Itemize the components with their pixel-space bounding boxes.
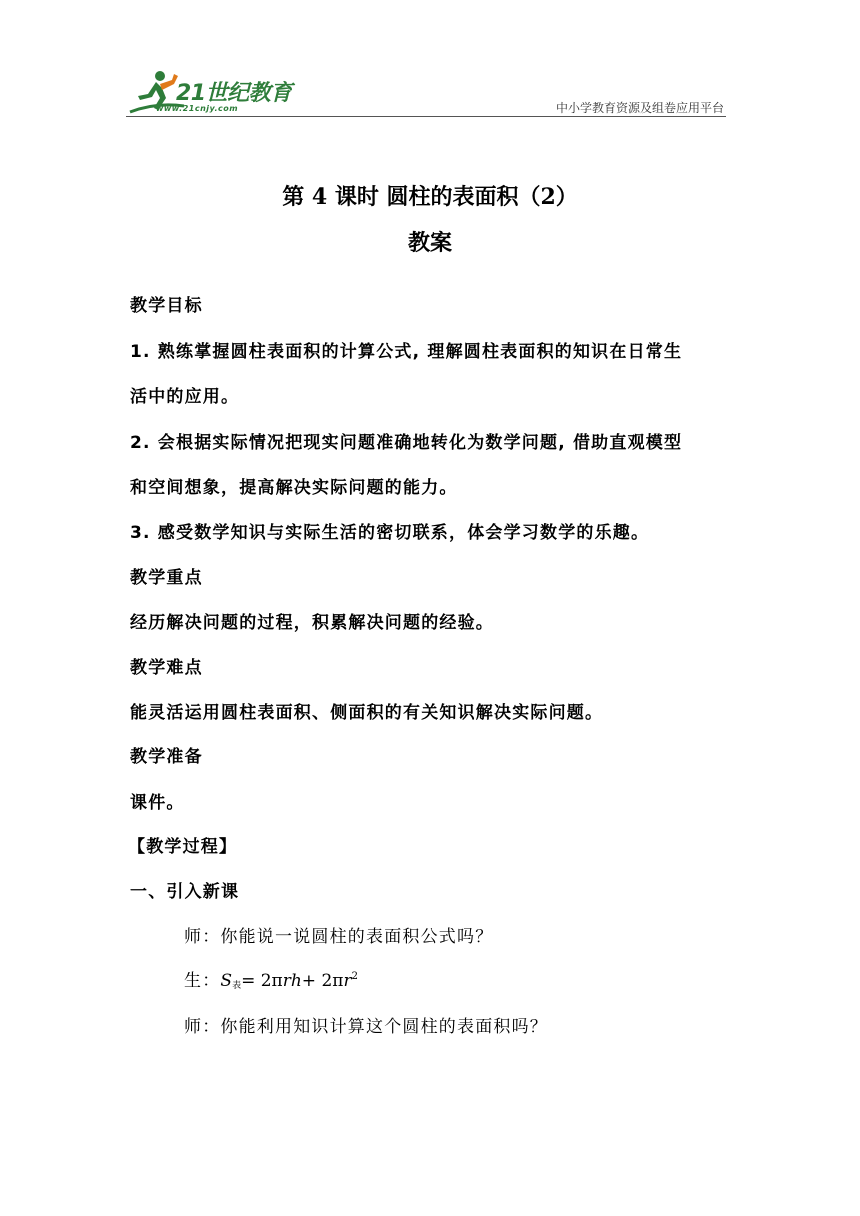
goals-heading: 教学目标 [130, 296, 203, 316]
key-heading: 教学重点 [130, 568, 203, 588]
goal-1-line-1: 1. 熟练掌握圆柱表面积的计算公式, 理解圆柱表面积的知识在日常生 [130, 342, 683, 362]
formula-s: S [220, 971, 233, 991]
formula-subscript: 表 [232, 981, 242, 991]
difficult-heading: 教学难点 [130, 658, 203, 678]
goal-3: 3. 感受数学知识与实际生活的密切联系，体会学习数学的乐趣。 [130, 523, 650, 543]
formula-plus: + 2π [301, 971, 344, 991]
goal-2-line-2: 和空间想象，提高解决实际问题的能力。 [130, 478, 458, 498]
prep-text: 课件。 [130, 793, 185, 813]
formula-rh: rh [282, 971, 302, 991]
header-divider [126, 116, 726, 117]
goal-1-line-2: 活中的应用。 [130, 387, 240, 407]
section-1-heading: 一、引入新课 [130, 882, 240, 902]
teacher-question-1: 师：你能说一说圆柱的表面积公式吗？ [184, 927, 494, 947]
logo-text: 21世纪教育 [176, 81, 292, 106]
page-header [126, 66, 726, 118]
process-heading: 【教学过程】 [128, 837, 238, 857]
student-label: 生： [184, 971, 221, 991]
student-answer [184, 966, 358, 991]
platform-name: 中小学教育资源及组卷应用平台 [555, 101, 724, 115]
document-subtitle: 教案 [407, 230, 452, 256]
formula-equals: = 2π [241, 971, 283, 991]
teacher-question-2: 师：你能利用知识计算这个圆柱的表面积吗？ [184, 1017, 548, 1037]
goal-2-line-1: 2. 会根据实际情况把现实问题准确地转化为数学问题, 借助直观模型 [130, 433, 683, 453]
logo [126, 66, 296, 118]
key-text: 经历解决问题的过程，积累解决问题的经验。 [130, 613, 494, 633]
surface-area-formula [220, 971, 358, 991]
prep-heading: 教学准备 [130, 747, 203, 767]
formula-exponent: 2 [351, 971, 358, 982]
difficult-text: 能灵活运用圆柱表面积、侧面积的有关知识解决实际问题。 [130, 703, 604, 723]
logo-url: www.21cnjy.com [156, 104, 239, 113]
document-title: 第 4 课时 圆柱的表面积（2） [282, 184, 578, 210]
formula-r: r [343, 971, 352, 991]
